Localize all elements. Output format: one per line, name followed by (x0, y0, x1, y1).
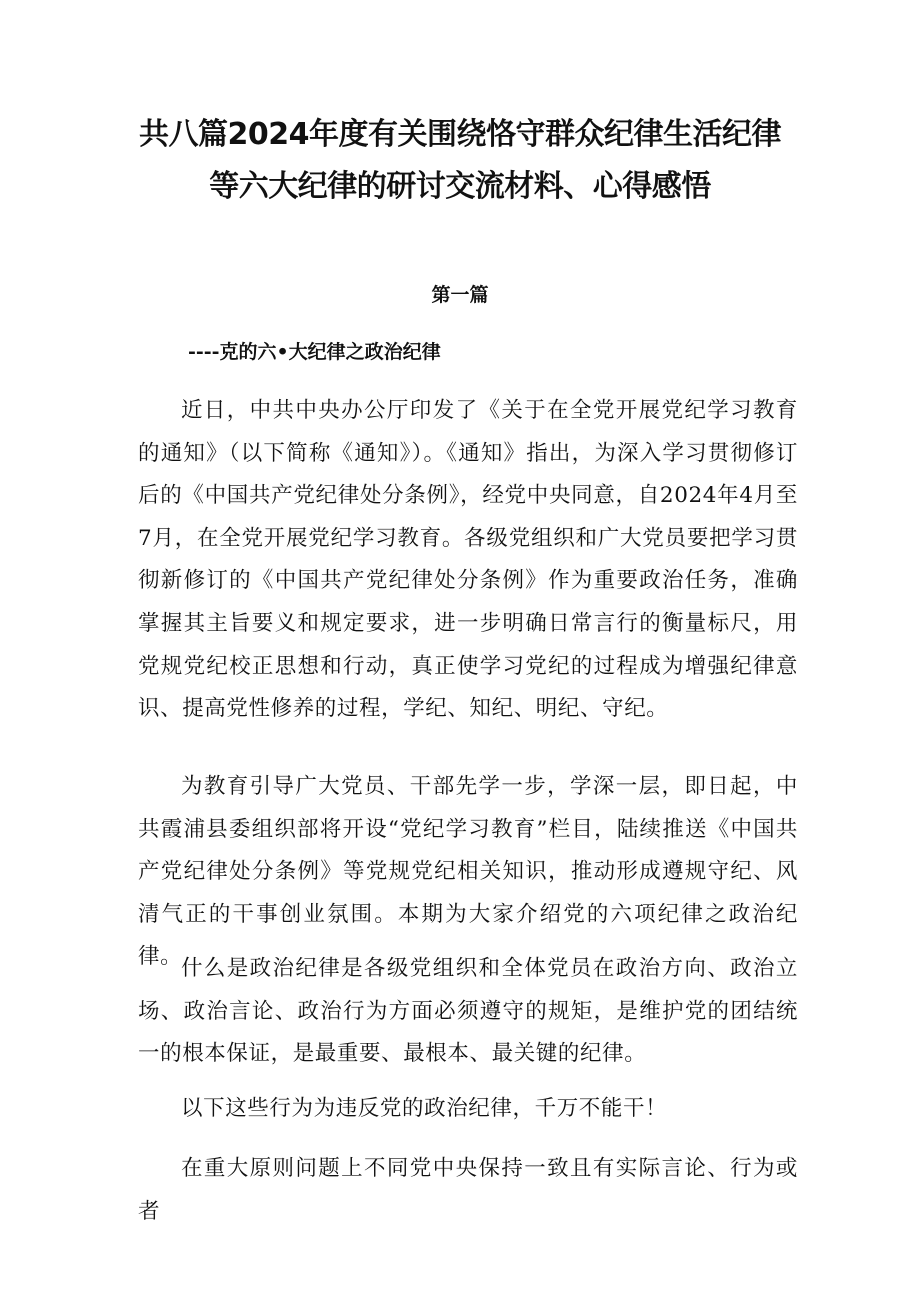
document-title-line-1: 共八篇2024年度有关围绕恪守群众纪律生活纪律 (139, 117, 781, 152)
paragraph-4: 以下这些行为为违反党的政治纪律，千万不能干！ (181, 1096, 668, 1121)
section-subtitle: ----克的六•大纪律之政治纪律 (188, 341, 441, 363)
section-title: 第一篇 (431, 284, 489, 306)
paragraph-5: 在重大原则问题上不同党中央保持一致且有实际言论、行为或者 (138, 1156, 798, 1224)
paragraph-1: 近日，中共中央办公厅印发了《关于在全党开展党纪学习教育的通知》（以下简称《通知》）。《通知》指出，为深入学习贯彻修订后的《中国共产党纪律处分条例》，经党中央同意，自2024年4月至7月，在全党开展党纪学习教育。各级党组织和广大党员要把学习贯彻新修订的《中国共产党纪律处分条例》作为重要政治任务，准确掌握其主旨要义和规定要求，进一步明确日常言行的衡量标尺，用党规党纪校正思想和行动，真正使学习党纪的过程成为增强纪律意识、提高党性修养的过程，学纪、知纪、明纪、守纪。 (138, 398, 798, 722)
document-title-line-2: 等六大纪律的研讨交流材料、心得感悟 (209, 169, 711, 204)
paragraph-2: 为教育引导广大党员、干部先学一步，学深一层，即日起，中共霞浦县委组织部将开设“党纪学习教育”栏目，陆续推送《中国共产党纪律处分条例》等党规党纪相关知识，推动形成遵规守纪、风清气正的干事创业氛围。本期为大家介绍党的六项纪律之政治纪律。 (138, 774, 798, 970)
paragraph-3: 什么是政治纪律是各级党组织和全体党员在政治方向、政治立场、政治言论、政治行为方面必须遵守的规矩，是维护党的团结统一的根本保证，是最重要、最根本、最关键的纪律。 (138, 956, 798, 1067)
